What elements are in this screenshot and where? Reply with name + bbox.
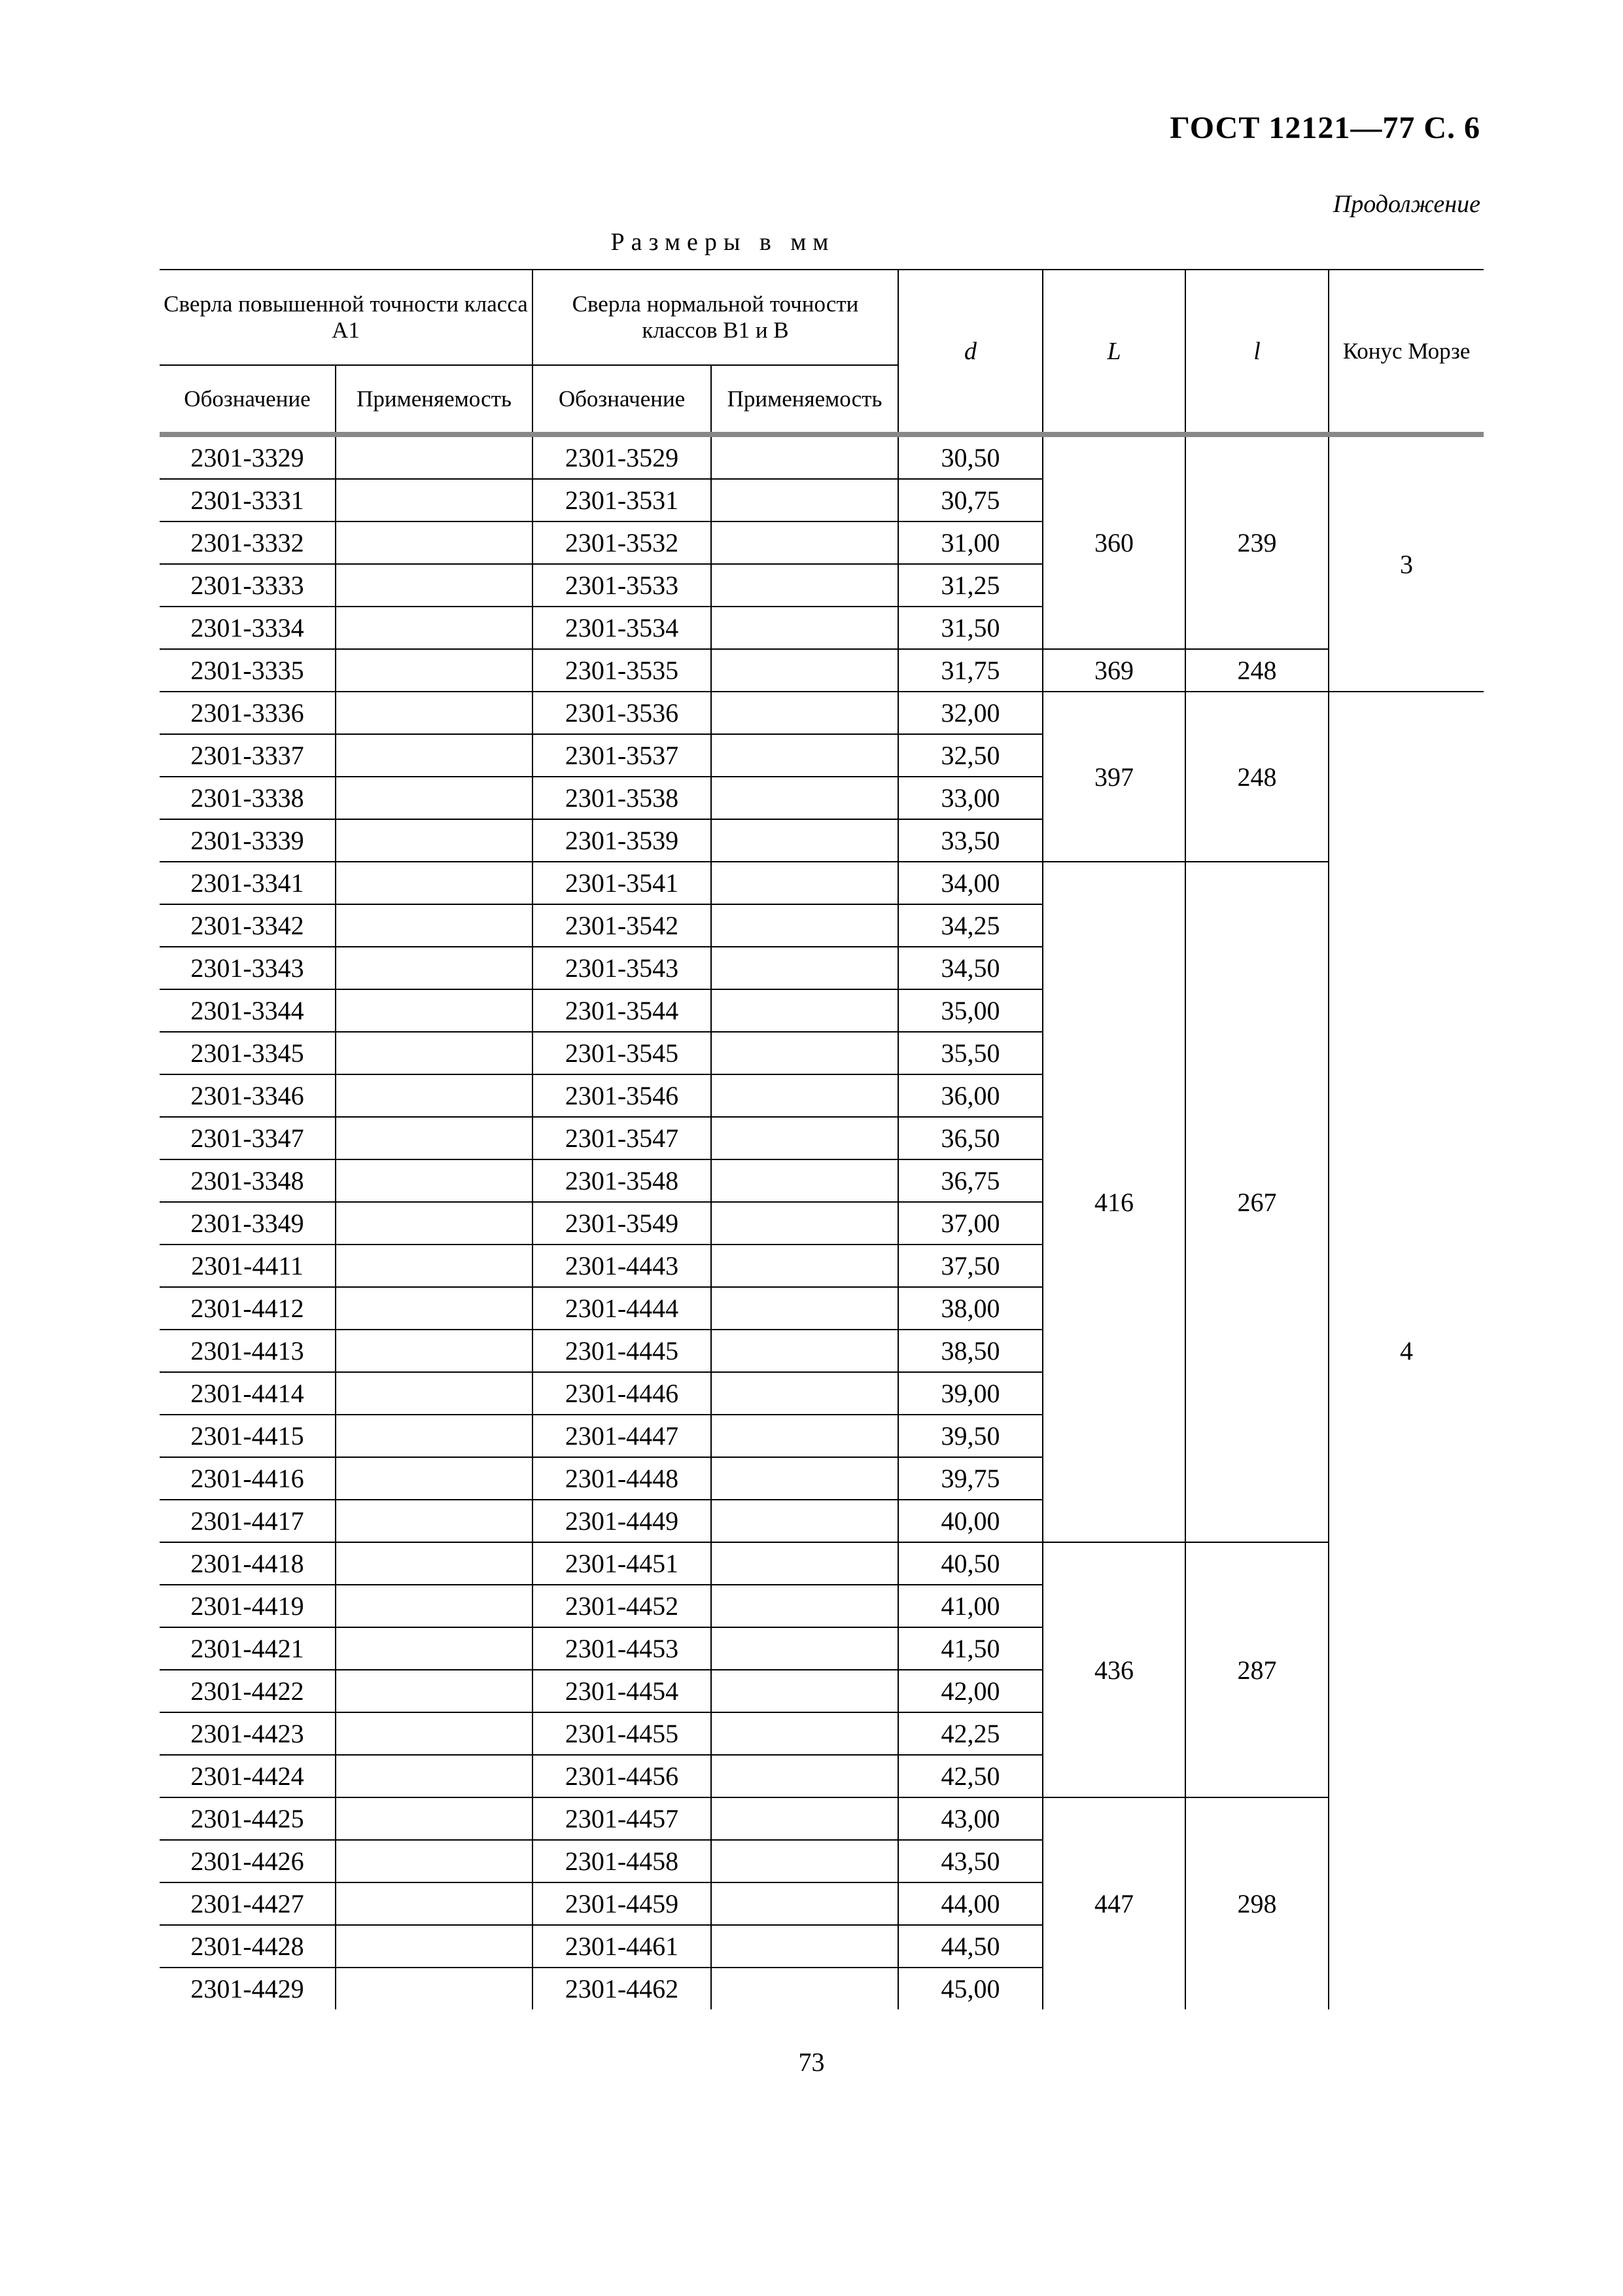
- units-caption: Размеры в мм: [610, 228, 835, 256]
- d-cell: 35,50: [898, 1032, 1043, 1074]
- applicability-a1-cell: [336, 819, 532, 862]
- d-cell: 44,50: [898, 1925, 1043, 1968]
- designation-b-cell: 2301-3533: [532, 564, 711, 607]
- applicability-b-cell: [711, 1202, 898, 1245]
- applicability-b-cell: [711, 1032, 898, 1074]
- applicability-a1-cell: [336, 1159, 532, 1202]
- continuation-label: Продолжение: [1333, 190, 1480, 218]
- designation-b-cell: 2301-3542: [532, 904, 711, 947]
- designation-a1-cell: 2301-3336: [160, 692, 336, 734]
- l-cell: 267: [1185, 862, 1329, 1542]
- applicability-a1-cell: [336, 692, 532, 734]
- applicability-a1-cell: [336, 1415, 532, 1457]
- header-group-b: Сверла нормальной точности классов В1 и В: [532, 270, 898, 365]
- designation-a1-cell: 2301-4429: [190, 1974, 304, 2004]
- d-cell: 41,00: [898, 1585, 1043, 1627]
- applicability-a1-cell: [336, 1117, 532, 1159]
- applicability-b-cell: [711, 989, 898, 1032]
- d-cell: 31,25: [898, 564, 1043, 607]
- applicability-a1-cell: [336, 479, 532, 521]
- designation-b-cell: 2301-3547: [532, 1117, 711, 1159]
- applicability-a1-cell: [336, 1372, 532, 1415]
- designation-a1-cell: 2301-3349: [160, 1202, 336, 1245]
- applicability-b-cell: [711, 1330, 898, 1372]
- header-l: l: [1185, 270, 1329, 434]
- applicability-a1-cell: [336, 521, 532, 564]
- designation-b-cell: 2301-3535: [532, 649, 711, 692]
- designation-a1-cell: 2301-4423: [160, 1712, 336, 1755]
- designation-b-cell: 2301-4454: [532, 1670, 711, 1712]
- designation-a1-cell: 2301-3337: [160, 734, 336, 777]
- applicability-a1-cell: [336, 1797, 532, 1840]
- applicability-b-cell: [711, 1542, 898, 1585]
- applicability-a1-cell: [336, 1755, 532, 1797]
- designation-b-cell: 2301-4456: [532, 1755, 711, 1797]
- designation-a1-cell: 2301-3333: [160, 564, 336, 607]
- table-row: [160, 692, 1484, 734]
- designation-b-cell: 2301-4458: [532, 1840, 711, 1882]
- designation-a1-cell: 2301-4414: [160, 1372, 336, 1415]
- applicability-b-cell: [711, 479, 898, 521]
- designation-b-cell: 2301-3544: [532, 989, 711, 1032]
- applicability-a1-cell: [336, 862, 532, 904]
- applicability-a1-cell: [336, 1287, 532, 1330]
- applicability-a1-cell: [336, 1585, 532, 1627]
- designation-b-cell: 2301-4445: [532, 1330, 711, 1372]
- L-cell: 447: [1043, 1797, 1185, 2009]
- d-cell: 36,00: [898, 1074, 1043, 1117]
- designation-b-cell: 2301-4446: [532, 1372, 711, 1415]
- d-cell: 37,50: [898, 1245, 1043, 1287]
- designation-b-cell: 2301-4448: [532, 1457, 711, 1500]
- applicability-b-cell: [711, 1372, 898, 1415]
- applicability-b-cell: [711, 819, 898, 862]
- applicability-a1-cell: [336, 734, 532, 777]
- header-designation-b: Обозначение: [532, 365, 711, 434]
- table-row: [160, 649, 1484, 692]
- applicability-a1-cell: [336, 1925, 532, 1968]
- designation-b-cell: 2301-4457: [532, 1797, 711, 1840]
- designation-b-cell: 2301-4443: [532, 1245, 711, 1287]
- designation-b-cell: 2301-3543: [532, 947, 711, 989]
- designation-b-cell: 2301-4459: [532, 1882, 711, 1925]
- designation-b-cell: 2301-3548: [532, 1159, 711, 1202]
- designation-a1-cell: 2301-4411: [160, 1245, 336, 1287]
- applicability-a1-cell: [336, 777, 532, 819]
- d-cell: 39,00: [898, 1372, 1043, 1415]
- header-designation-a1: Обозначение: [160, 365, 336, 434]
- header-applicability-a1: Применяемость: [336, 365, 532, 434]
- designation-b-cell: 2301-3536: [532, 692, 711, 734]
- applicability-a1-cell: [336, 1670, 532, 1712]
- applicability-a1-cell: [336, 1330, 532, 1372]
- applicability-a1-cell: [336, 947, 532, 989]
- designation-b-cell: 2301-3537: [532, 734, 711, 777]
- d-cell: 34,50: [898, 947, 1043, 989]
- designation-b-cell: 2301-3538: [532, 777, 711, 819]
- d-cell: 31,00: [898, 521, 1043, 564]
- table-row: [160, 1542, 1484, 1585]
- d-cell: 40,00: [898, 1500, 1043, 1542]
- designation-a1-cell: 2301-3331: [160, 479, 336, 521]
- designation-a1-cell: 2301-4418: [160, 1542, 336, 1585]
- d-cell: 39,50: [898, 1415, 1043, 1457]
- designation-a1-cell: 2301-4422: [160, 1670, 336, 1712]
- header-applicability-b: Применяемость: [711, 365, 898, 434]
- applicability-b-cell: [711, 1287, 898, 1330]
- designation-a1-cell: 2301-4419: [160, 1585, 336, 1627]
- designation-a1-cell: 2301-4417: [160, 1500, 336, 1542]
- designation-a1-cell: 2301-3329: [160, 434, 336, 479]
- applicability-a1-cell: [336, 564, 532, 607]
- l-cell: 239: [1185, 434, 1329, 649]
- page-number: 73: [798, 2047, 825, 2077]
- applicability-b-cell: [711, 607, 898, 649]
- applicability-b-cell: [711, 1712, 898, 1755]
- applicability-b-cell: [711, 1415, 898, 1457]
- applicability-b-cell: [711, 1797, 898, 1840]
- designation-b-cell: 2301-4452: [532, 1585, 711, 1627]
- table-row: [160, 1797, 1484, 1840]
- applicability-b-cell: [711, 904, 898, 947]
- applicability-a1-cell: [336, 434, 532, 479]
- applicability-b-cell: [711, 1882, 898, 1925]
- designation-a1-cell: 2301-4426: [160, 1840, 336, 1882]
- applicability-b-cell: [711, 649, 898, 692]
- l-cell: 248: [1185, 649, 1329, 692]
- applicability-b-cell: [711, 734, 898, 777]
- applicability-a1-cell: [336, 1882, 532, 1925]
- d-cell: 32,50: [898, 734, 1043, 777]
- designation-a1-cell: 2301-4425: [160, 1797, 336, 1840]
- L-cell: 416: [1043, 862, 1185, 1542]
- d-cell: 42,00: [898, 1670, 1043, 1712]
- applicability-a1-cell: [336, 607, 532, 649]
- d-cell: 40,50: [898, 1542, 1043, 1585]
- applicability-a1-cell: [336, 1627, 532, 1670]
- designation-b-cell: 2301-4461: [532, 1925, 711, 1968]
- header-group-a1: Сверла повышенной точности класса А1: [160, 270, 532, 365]
- l-cell: 298: [1185, 1797, 1329, 2009]
- applicability-a1-cell: [336, 1840, 532, 1882]
- header-cone: Конус Морзе: [1329, 270, 1484, 434]
- designation-b-cell: 2301-3546: [532, 1074, 711, 1117]
- applicability-a1-cell: [336, 1032, 532, 1074]
- designation-a1-cell: 2301-3332: [160, 521, 336, 564]
- d-cell: 41,50: [898, 1627, 1043, 1670]
- applicability-a1-cell: [336, 1968, 532, 2009]
- applicability-b-cell: [711, 1840, 898, 1882]
- d-cell: 43,00: [898, 1797, 1043, 1840]
- applicability-b-cell: [711, 862, 898, 904]
- d-cell: 31,75: [898, 649, 1043, 692]
- d-cell: 33,00: [898, 777, 1043, 819]
- table-body: [160, 434, 1484, 2009]
- designation-b-cell: 2301-3529: [532, 434, 711, 479]
- d-cell: 34,25: [898, 904, 1043, 947]
- d-cell: 30,50: [898, 434, 1043, 479]
- d-cell: 34,00: [898, 862, 1043, 904]
- applicability-a1-cell: [336, 1542, 532, 1585]
- L-cell: 360: [1043, 434, 1185, 649]
- designation-a1-cell: 2301-3338: [160, 777, 336, 819]
- d-cell: 35,00: [898, 989, 1043, 1032]
- designation-a1-cell: 2301-4416: [160, 1457, 336, 1500]
- applicability-b-cell: [711, 1117, 898, 1159]
- d-cell: 42,25: [898, 1712, 1043, 1755]
- designation-a1-cell: 2301-3345: [160, 1032, 336, 1074]
- L-cell: 369: [1043, 649, 1185, 692]
- applicability-b-cell: [711, 1457, 898, 1500]
- applicability-a1-cell: [336, 1457, 532, 1500]
- designation-b-cell: 2301-4444: [532, 1287, 711, 1330]
- designation-a1-cell: 2301-3346: [160, 1074, 336, 1117]
- designation-a1-cell: 2301-4413: [160, 1330, 336, 1372]
- d-cell: 42,50: [898, 1755, 1043, 1797]
- designation-b-cell: 2301-4451: [532, 1542, 711, 1585]
- cone-cell: 3: [1329, 434, 1484, 692]
- d-cell: 32,00: [898, 692, 1043, 734]
- designation-b-cell: 2301-4447: [532, 1415, 711, 1457]
- designation-a1-cell: 2301-3334: [160, 607, 336, 649]
- table-row: [160, 862, 1484, 904]
- designation-a1-cell: 2301-4412: [160, 1287, 336, 1330]
- designation-a1-cell: 2301-3348: [160, 1159, 336, 1202]
- applicability-a1-cell: [336, 1202, 532, 1245]
- applicability-a1-cell: [336, 1500, 532, 1542]
- applicability-b-cell: [711, 1245, 898, 1287]
- applicability-a1-cell: [336, 904, 532, 947]
- applicability-b-cell: [711, 1968, 898, 2009]
- applicability-b-cell: [711, 777, 898, 819]
- designation-a1-cell: 2301-3341: [160, 862, 336, 904]
- l-cell: 287: [1185, 1542, 1329, 1797]
- d-cell: 33,50: [898, 819, 1043, 862]
- table-row: [160, 434, 1484, 479]
- d-cell: 39,75: [898, 1457, 1043, 1500]
- applicability-b-cell: [711, 1925, 898, 1968]
- cone-cell: 4: [1329, 692, 1484, 2009]
- d-cell: 36,75: [898, 1159, 1043, 1202]
- d-cell: 36,50: [898, 1117, 1043, 1159]
- applicability-b-cell: [711, 521, 898, 564]
- drill-spec-table: [160, 269, 1484, 2009]
- header-d: d: [898, 270, 1043, 434]
- designation-b-cell: 2301-3534: [532, 607, 711, 649]
- designation-a1-cell: 2301-3342: [160, 904, 336, 947]
- d-cell: 44,00: [898, 1882, 1043, 1925]
- applicability-b-cell: [711, 947, 898, 989]
- designation-b-cell: 2301-3549: [532, 1202, 711, 1245]
- designation-b-cell: 2301-4449: [532, 1500, 711, 1542]
- applicability-b-cell: [711, 434, 898, 479]
- L-cell: 397: [1043, 692, 1185, 862]
- applicability-b-cell: [711, 692, 898, 734]
- designation-b-cell: 2301-3531: [532, 479, 711, 521]
- designation-b-cell: 2301-3532: [532, 521, 711, 564]
- d-cell: 30,75: [898, 479, 1043, 521]
- document-header: ГОСТ 12121—77 С. 6: [1170, 111, 1480, 145]
- applicability-a1-cell: [336, 1245, 532, 1287]
- d-cell: 37,00: [898, 1202, 1043, 1245]
- designation-b-cell: 2301-4455: [532, 1712, 711, 1755]
- designation-a1-cell: 2301-4415: [160, 1415, 336, 1457]
- l-cell: 248: [1185, 692, 1329, 862]
- designation-a1-cell: 2301-4428: [160, 1925, 336, 1968]
- applicability-b-cell: [711, 1755, 898, 1797]
- d-cell: 38,50: [898, 1330, 1043, 1372]
- d-cell: 31,50: [898, 607, 1043, 649]
- designation-a1-cell: 2301-4421: [160, 1627, 336, 1670]
- applicability-a1-cell: [336, 649, 532, 692]
- designation-a1-cell: 2301-4424: [160, 1755, 336, 1797]
- applicability-a1-cell: [336, 989, 532, 1032]
- designation-b-cell: 2301-3541: [532, 862, 711, 904]
- designation-b-cell: 2301-4453: [532, 1627, 711, 1670]
- designation-b-cell: 2301-4462: [532, 1968, 711, 2009]
- designation-a1-cell: 2301-4427: [160, 1882, 336, 1925]
- d-cell: 38,00: [898, 1287, 1043, 1330]
- designation-b-cell: 2301-3539: [532, 819, 711, 862]
- L-cell: 436: [1043, 1542, 1185, 1797]
- applicability-b-cell: [711, 564, 898, 607]
- applicability-b-cell: [711, 1074, 898, 1117]
- applicability-a1-cell: [336, 1074, 532, 1117]
- d-cell: 45,00: [898, 1968, 1043, 2009]
- applicability-b-cell: [711, 1500, 898, 1542]
- designation-a1-cell: 2301-3335: [160, 649, 336, 692]
- applicability-b-cell: [711, 1159, 898, 1202]
- applicability-b-cell: [711, 1585, 898, 1627]
- designation-a1-cell: 2301-3343: [160, 947, 336, 989]
- header-L: L: [1043, 270, 1185, 434]
- d-cell: 43,50: [898, 1840, 1043, 1882]
- applicability-a1-cell: [336, 1712, 532, 1755]
- designation-a1-cell: 2301-3339: [160, 819, 336, 862]
- designation-a1-cell: 2301-3344: [160, 989, 336, 1032]
- applicability-b-cell: [711, 1627, 898, 1670]
- designation-b-cell: 2301-3545: [532, 1032, 711, 1074]
- designation-a1-cell: 2301-3347: [160, 1117, 336, 1159]
- applicability-b-cell: [711, 1670, 898, 1712]
